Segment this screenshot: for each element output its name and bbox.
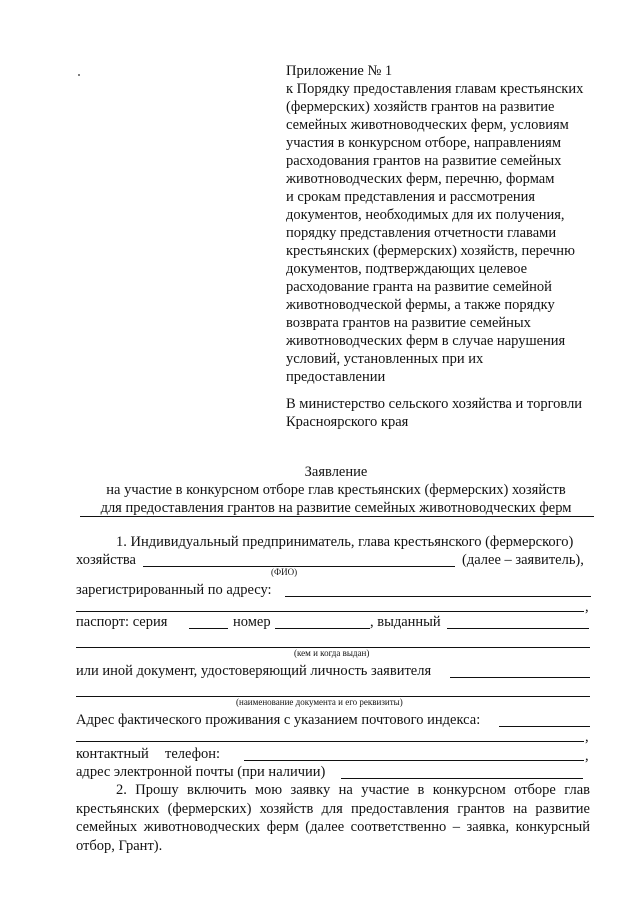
scan-speck bbox=[78, 74, 80, 76]
passport-series-label: паспорт: серия bbox=[76, 614, 168, 630]
appendix-line: документов, необходимых для их получения, bbox=[286, 207, 565, 223]
appendix-line: животноводческой фермы, а также порядку bbox=[286, 297, 555, 313]
actual-address-label: Адрес фактического проживания с указанием почтового индекса: bbox=[76, 712, 481, 728]
appendix-line: к Порядку предоставления главам крестьянских bbox=[286, 81, 584, 97]
appendix-line: предоставлении bbox=[286, 369, 386, 385]
other-document-label: или иной документ, удостоверяющий личность заявителя bbox=[76, 663, 432, 679]
appendix-line: расходования грантов на развитие семейных bbox=[286, 153, 562, 169]
appendix-line: и срокам представления и рассмотрения bbox=[286, 189, 536, 205]
document-caption: (наименование документа и его реквизиты) bbox=[236, 697, 403, 707]
email-field[interactable] bbox=[341, 778, 583, 779]
contact-label: контактный bbox=[76, 746, 149, 762]
statement-subtitle-1: на участие в конкурсном отборе глав крестьянских (фермерских) хозяйств bbox=[106, 482, 566, 498]
registered-address-field-1[interactable] bbox=[285, 596, 591, 597]
appendix-line: условий, установленных при их bbox=[286, 351, 484, 367]
passport-number-field[interactable] bbox=[275, 628, 370, 629]
appendix-line: крестьянских (фермерских) хозяйств, перечню bbox=[286, 243, 575, 259]
appendix-title: Приложение № 1 bbox=[286, 63, 393, 79]
email-label: адрес электронной почты (при наличии) bbox=[76, 764, 326, 780]
appendix-line: семейных животноводческих ферм, условиям bbox=[286, 117, 569, 133]
registered-address-field-2[interactable] bbox=[76, 611, 584, 612]
comma-1: , bbox=[585, 599, 589, 615]
appendix-line: документов, подтверждающих целевое bbox=[286, 261, 528, 277]
comma-2: , bbox=[585, 729, 589, 745]
actual-address-field-1[interactable] bbox=[499, 726, 590, 727]
appendix-line: расходование гранта на развитие семейной bbox=[286, 279, 552, 295]
appendix-line: животноводческих ферм, перечню, формам bbox=[286, 171, 555, 187]
applicant-note: (далее – заявитель), bbox=[462, 552, 584, 568]
other-document-field[interactable] bbox=[450, 677, 590, 678]
statement-subtitle-2: для предоставления грантов на развитие семейных животноводческих ферм bbox=[100, 500, 572, 516]
statement-title: Заявление bbox=[304, 464, 368, 480]
fio-caption: (ФИО) bbox=[271, 567, 298, 577]
appendix-line: животноводческих ферм в случае нарушения bbox=[286, 333, 566, 349]
subtitle-underline bbox=[80, 516, 594, 517]
p1-intro: 1. Индивидуальный предприниматель, глава крестьянского (фермерского) bbox=[116, 534, 574, 550]
paragraph-2-text: 2. Прошу включить мою заявку на участие в конкурсном отборе глав крестьянских (фермерских) хозяйств для предоставления грантов на развитие семейных животноводческих ферм (далее соответственно – заявка, конкурсный отбор, Грант). bbox=[76, 782, 590, 854]
actual-address-field-2[interactable] bbox=[76, 741, 584, 742]
paragraph-2 bbox=[76, 781, 590, 855]
passport-number-label: номер bbox=[233, 614, 271, 630]
passport-series-field[interactable] bbox=[189, 628, 228, 629]
appendix-line: участия в конкурсном отборе, направлениям bbox=[286, 135, 562, 151]
issued-label: , выданный bbox=[370, 614, 441, 630]
issued-by-field[interactable] bbox=[447, 628, 589, 629]
addressee-line2: Красноярского края bbox=[286, 414, 409, 430]
fio-field[interactable] bbox=[143, 566, 455, 567]
registered-label: зарегистрированный по адресу: bbox=[76, 582, 272, 598]
phone-label: телефон: bbox=[165, 746, 221, 762]
addressee-line1: В министерство сельского хозяйства и торговли bbox=[286, 396, 583, 412]
phone-field[interactable] bbox=[244, 760, 584, 761]
appendix-line: (фермерских) хозяйств грантов на развитие bbox=[286, 99, 555, 115]
comma-3: , bbox=[585, 748, 589, 764]
appendix-line: порядку представления отчетности главами bbox=[286, 225, 557, 241]
issued-caption: (кем и когда выдан) bbox=[294, 648, 370, 658]
farm-label: хозяйства bbox=[76, 552, 136, 568]
appendix-line: возврата грантов на развитие семейных bbox=[286, 315, 531, 331]
